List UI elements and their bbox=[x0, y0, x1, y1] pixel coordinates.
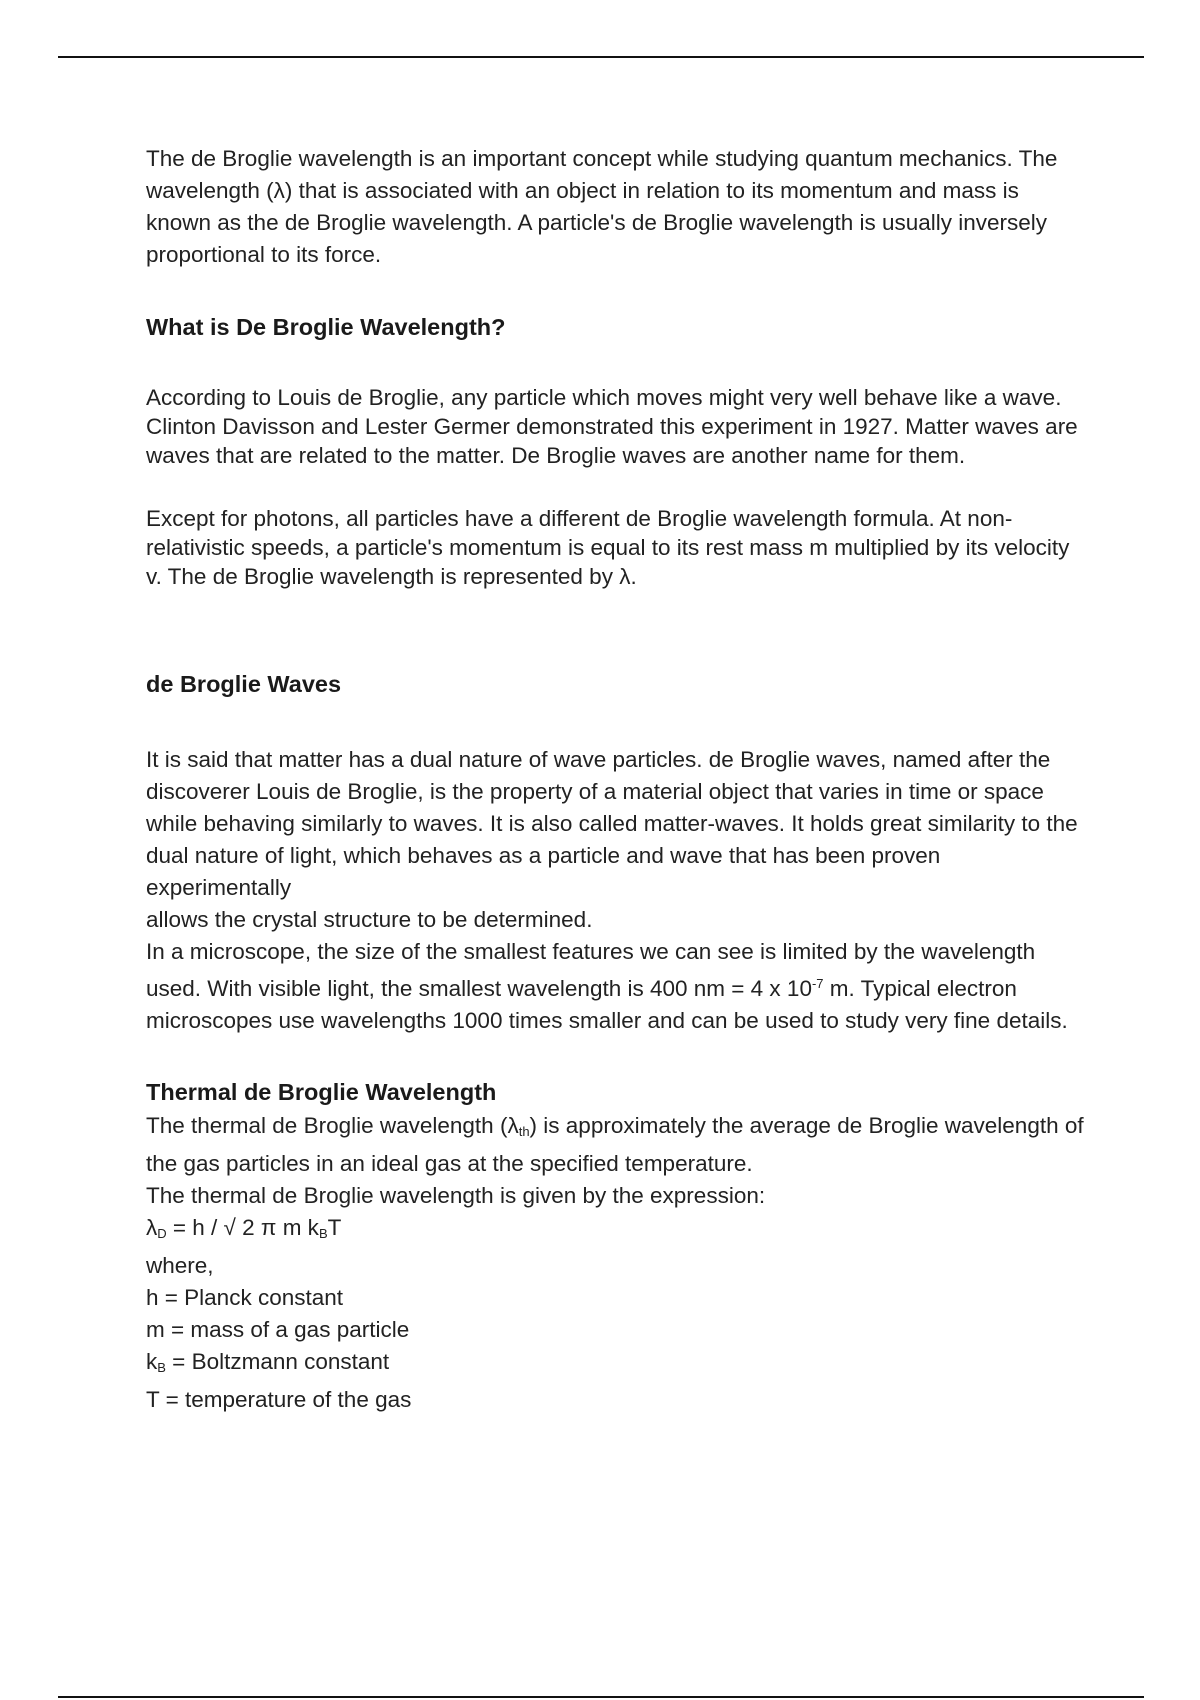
microscope-text-start: In a microscope, the size of the smallest features we can see is limited by the wavelength used. With visible light, the smallest wavelength is 400 nm = 4 x 10 bbox=[146, 939, 1036, 1001]
lambda-th-subscript: th bbox=[518, 1124, 530, 1139]
document-body bbox=[146, 143, 1086, 1416]
definition-kb-k: k bbox=[146, 1349, 158, 1374]
paragraph-louis-de-broglie: According to Louis de Broglie, any particle which moves might very well behave like a wave. Clinton Davisson and Lester Germer demonstrated this experiment in 1927. Matter waves are waves that are related to the matter. De Broglie waves are another name for them. bbox=[146, 385, 1078, 468]
formula-k-subscript: B bbox=[318, 1226, 328, 1241]
exponent: -7 bbox=[811, 976, 824, 991]
header-rule bbox=[58, 56, 1144, 58]
formula-middle: = h / √ 2 π m k bbox=[166, 1215, 319, 1240]
formula-lambda-subscript: D bbox=[157, 1226, 167, 1241]
formula-end: T bbox=[327, 1215, 342, 1240]
formula-lambda: λ bbox=[146, 1215, 158, 1240]
de-broglie-waves-block bbox=[146, 744, 1086, 1037]
thermal-block bbox=[146, 1110, 1086, 1416]
definition-t: T = temperature of the gas bbox=[146, 1387, 412, 1412]
heading-de-broglie-waves: de Broglie Waves bbox=[146, 671, 342, 697]
footer-rule bbox=[58, 1696, 1144, 1698]
thermal-text-end: ) is approximately the average de Broglie wavelength of the gas particles in an ideal gas at the specified temperature. bbox=[146, 1113, 1084, 1176]
paragraph-thermal-definition bbox=[146, 1110, 1086, 1180]
paragraph-crystal-structure: allows the crystal structure to be determined. bbox=[146, 907, 593, 932]
paragraph-except-photons: Except for photons, all particles have a different de Broglie wavelength formula. At non-relativistic speeds, a particle's momentum is equal to its rest mass m multiplied by its velocity v. The de Broglie wavelength is represented by λ. bbox=[146, 506, 1070, 589]
heading-thermal-de-broglie-wavelength: Thermal de Broglie Wavelength bbox=[146, 1079, 497, 1105]
paragraph-microscope bbox=[146, 936, 1086, 1037]
definition-kb-text: = Boltzmann constant bbox=[165, 1349, 390, 1374]
thermal-formula bbox=[146, 1212, 1086, 1250]
paragraph-dual-nature: It is said that matter has a dual nature of wave particles. de Broglie waves, named after the discoverer Louis de Broglie, is the property of a material object that varies in time or space while behaving similarly to waves. It is also called matter-waves. It holds great similarity to the dual nature of light, which behaves as a particle and wave that has been proven experimentally bbox=[146, 747, 1078, 900]
definition-kb bbox=[146, 1346, 1086, 1384]
microscope-text-end: m. Typical electron microscopes use wavelengths 1000 times smaller and can be used to study very fine details. bbox=[146, 976, 1068, 1033]
expression-intro: The thermal de Broglie wavelength is given by the expression: bbox=[146, 1183, 766, 1208]
intro-paragraph: The de Broglie wavelength is an important concept while studying quantum mechanics. The wavelength (λ) that is associated with an object in relation to its momentum and mass is known as the de Broglie wavelength. A particle's de Broglie wavelength is usually inversely proportional to its force. bbox=[146, 146, 1058, 267]
thermal-text-start: The thermal de Broglie wavelength (λ bbox=[146, 1113, 519, 1138]
definition-h: h = Planck constant bbox=[146, 1285, 343, 1310]
where-label: where, bbox=[146, 1253, 214, 1278]
heading-what-is-de-broglie-wavelength: What is De Broglie Wavelength? bbox=[146, 314, 506, 340]
definition-m: m = mass of a gas particle bbox=[146, 1317, 410, 1342]
definition-kb-subscript: B bbox=[157, 1360, 166, 1375]
